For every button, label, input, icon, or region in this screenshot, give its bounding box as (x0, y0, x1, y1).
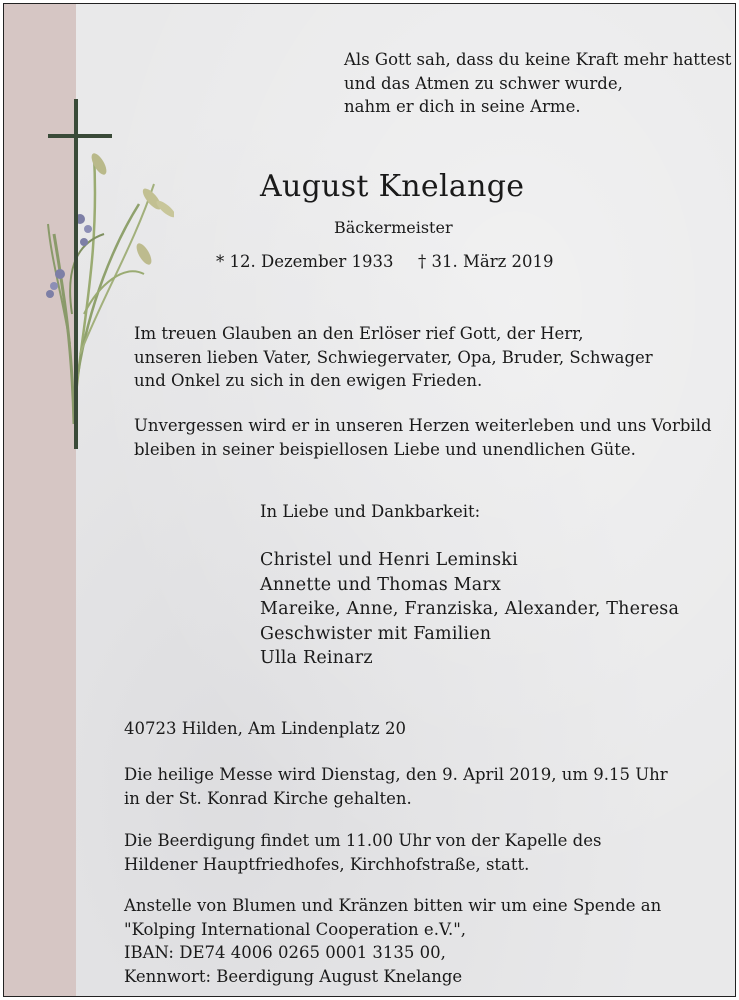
text-line: bleiben in seiner beispiellosen Liebe und unendlichen Güte. (134, 439, 636, 459)
text-line: Die heilige Messe wird Dienstag, den 9. April 2019, um 9.15 Uhr (124, 765, 668, 784)
quote-line: und das Atmen zu schwer wurde, (344, 73, 623, 93)
text-line: unseren lieben Vater, Schwiegervater, Opa, Bruder, Schwager (134, 347, 653, 367)
mourner: Mareike, Anne, Franziska, Alexander, Theresa (260, 599, 680, 619)
donation-info (124, 894, 661, 988)
quote-line: nahm er dich in seine Arme. (344, 97, 581, 116)
mourner: Geschwister mit Familien (260, 623, 492, 644)
text-line: und Onkel zu sich in den ewigen Frieden. (134, 371, 483, 390)
address: 40723 Hilden, Am Lindenplatz 20 (124, 719, 406, 738)
remembrance-paragraph (134, 414, 712, 461)
mourners-list (260, 548, 679, 671)
death-date: † 31. März 2019 (418, 252, 554, 271)
deceased-name: August Knelange (260, 169, 525, 204)
text-line: Im treuen Glauben an den Erlöser rief Gott, der Herr, (134, 324, 584, 343)
mourner: Annette und Thomas Marx (260, 574, 502, 595)
mourner: Christel und Henri Leminski (260, 550, 518, 570)
text-line: IBAN: DE74 4006 0265 0001 3135 00, (124, 943, 446, 962)
text-line: "Kolping International Cooperation e.V.", (124, 919, 467, 939)
faith-paragraph (134, 322, 653, 393)
cross-with-grass-icon (44, 94, 174, 454)
text-line: Anstelle von Blumen und Kränzen bitten wir um eine Spende an (124, 896, 662, 915)
text-line: Unvergessen wird er in unseren Herzen weiterleben und uns Vorbild (134, 416, 712, 435)
obituary-notice (3, 3, 736, 997)
text-line: in der St. Konrad Kirche gehalten. (124, 788, 412, 808)
text-line: Die Beerdigung findet um 11.00 Uhr von der Kapelle des (124, 831, 602, 850)
burial-info (124, 829, 601, 876)
birth-date: * 12. Dezember 1933 (216, 252, 394, 271)
text-line: Hildener Hauptfriedhofes, Kirchhofstraße, statt. (124, 854, 530, 874)
mourner: Ulla Reinarz (260, 648, 373, 668)
mass-info (124, 763, 668, 810)
text-line: Kennwort: Beerdigung August Knelange (124, 966, 463, 986)
gratitude-line: In Liebe und Dankbarkeit: (260, 502, 481, 521)
deceased-profession: Bäckermeister (334, 218, 453, 237)
opening-quote (344, 48, 731, 119)
quote-line: Als Gott sah, dass du keine Kraft mehr hattest (344, 50, 732, 69)
